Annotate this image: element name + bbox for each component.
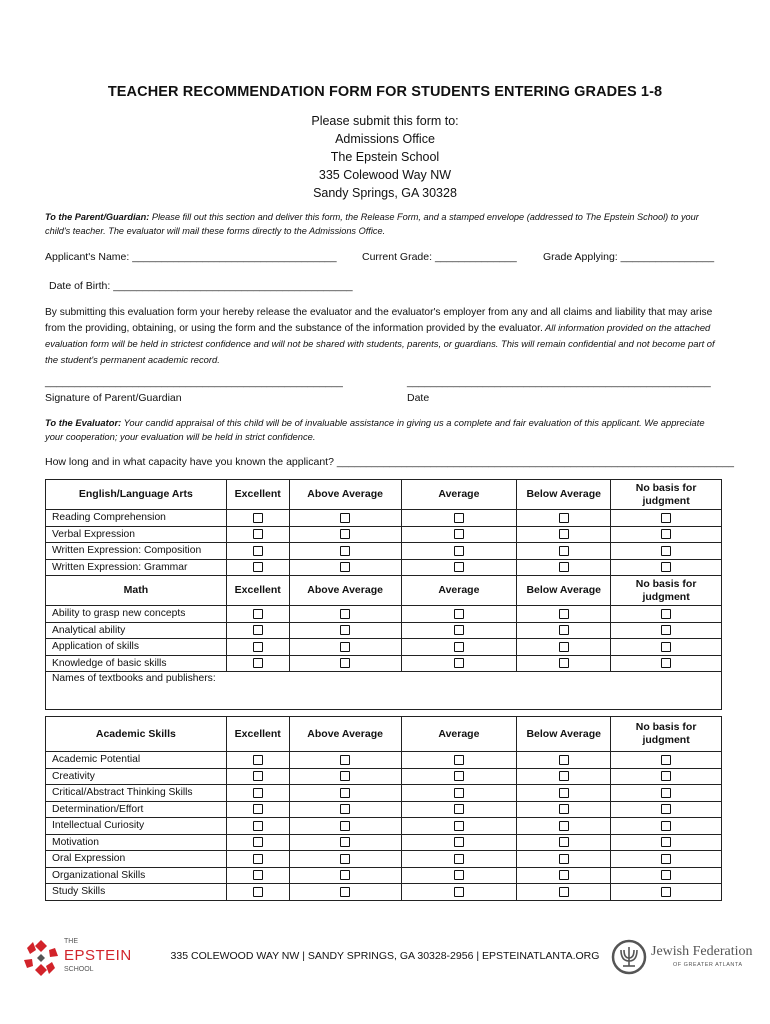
rating-checkbox[interactable]	[559, 642, 569, 652]
current-grade-field[interactable]: Current Grade: ______________	[362, 251, 517, 263]
rating-cell	[401, 785, 517, 802]
rating-cell	[401, 526, 517, 543]
rating-checkbox[interactable]	[454, 771, 464, 781]
rating-checkbox[interactable]	[454, 788, 464, 798]
skill-label: Written Expression: Grammar	[46, 559, 227, 576]
rating-checkbox[interactable]	[661, 546, 671, 556]
skill-label: Verbal Expression	[46, 526, 227, 543]
rating-checkbox[interactable]	[340, 771, 350, 781]
rating-checkbox[interactable]	[253, 854, 263, 864]
rating-cell	[611, 801, 722, 818]
rating-cell	[517, 834, 611, 851]
rating-cell	[611, 526, 722, 543]
rating-column-header: Average	[401, 480, 517, 510]
submit-line: Sandy Springs, GA 30328	[313, 186, 457, 200]
rating-checkbox[interactable]	[340, 887, 350, 897]
rating-checkbox[interactable]	[559, 625, 569, 635]
rating-checkbox[interactable]	[559, 821, 569, 831]
rating-cell	[289, 834, 401, 851]
rating-checkbox[interactable]	[559, 609, 569, 619]
rating-cell	[226, 801, 289, 818]
rating-cell	[611, 785, 722, 802]
rating-checkbox[interactable]	[559, 658, 569, 668]
rating-cell	[289, 768, 401, 785]
skill-label: Creativity	[46, 768, 227, 785]
rating-cell	[289, 818, 401, 835]
rating-checkbox[interactable]	[253, 625, 263, 635]
rating-cell	[289, 639, 401, 656]
rating-table-1	[45, 479, 722, 710]
rating-checkbox[interactable]	[661, 771, 671, 781]
applicant-name-field[interactable]: Applicant's Name: ___________________________________	[45, 251, 337, 263]
rating-checkbox[interactable]	[253, 513, 263, 523]
rating-cell	[611, 606, 722, 623]
rating-cell	[289, 851, 401, 868]
skill-label: Application of skills	[46, 639, 227, 656]
rating-column-header: Below Average	[517, 717, 611, 752]
rating-checkbox[interactable]	[253, 837, 263, 847]
rating-cell	[289, 801, 401, 818]
rating-checkbox[interactable]	[253, 562, 263, 572]
release-statement	[45, 305, 725, 368]
rating-cell	[517, 526, 611, 543]
rating-cell	[226, 526, 289, 543]
form-title: TEACHER RECOMMENDATION FORM FOR STUDENTS ENTERING GRADES 1-8	[107, 84, 663, 100]
rating-checkbox[interactable]	[340, 870, 350, 880]
rating-column-header: Excellent	[226, 576, 289, 606]
skill-label: Study Skills	[46, 884, 227, 901]
rating-checkbox[interactable]	[253, 821, 263, 831]
rating-checkbox[interactable]	[661, 788, 671, 798]
rating-cell	[289, 526, 401, 543]
table-row	[46, 851, 722, 868]
rating-column-header: Below Average	[517, 576, 611, 606]
rating-checkbox[interactable]	[661, 513, 671, 523]
known-applicant-field[interactable]: How long and in what capacity have you known the applicant? ____________________________________________________________________	[45, 456, 734, 468]
table-row	[46, 543, 722, 560]
rating-cell	[289, 752, 401, 769]
submit-address	[0, 112, 770, 202]
rating-checkbox[interactable]	[253, 755, 263, 765]
date-line[interactable]: ____________________________________________________	[407, 376, 711, 388]
rating-checkbox[interactable]	[253, 642, 263, 652]
table-header-row	[46, 717, 722, 752]
section-heading: Academic Skills	[46, 717, 227, 752]
rating-checkbox[interactable]	[454, 625, 464, 635]
table-row	[46, 801, 722, 818]
table-row	[46, 606, 722, 623]
rating-cell	[517, 606, 611, 623]
table-row	[46, 834, 722, 851]
rating-checkbox[interactable]	[661, 837, 671, 847]
signature-line[interactable]: ___________________________________________________	[45, 376, 343, 388]
table-row	[46, 768, 722, 785]
textbooks-field[interactable]: Names of textbooks and publishers:	[46, 672, 722, 710]
rating-cell	[517, 851, 611, 868]
rating-cell	[289, 785, 401, 802]
rating-cell	[517, 510, 611, 527]
grade-applying-field[interactable]: Grade Applying: ________________	[543, 251, 715, 263]
release-confidential: All information provided on the attached evaluation form will be held in strictest confidence and will not be shared with students, parents, or guardians. This will remain confidential and not become part of the student's permanent academic record.	[45, 322, 715, 365]
rating-cell	[517, 818, 611, 835]
rating-column-header: Average	[401, 576, 517, 606]
rating-checkbox[interactable]	[559, 755, 569, 765]
rating-checkbox[interactable]	[661, 658, 671, 668]
federation-name: Jewish Federation	[651, 944, 753, 959]
rating-cell	[401, 622, 517, 639]
rating-cell	[611, 867, 722, 884]
rating-checkbox[interactable]	[661, 562, 671, 572]
rating-cell	[226, 785, 289, 802]
skill-label: Motivation	[46, 834, 227, 851]
rating-column-header: Average	[401, 717, 517, 752]
rating-checkbox[interactable]	[454, 804, 464, 814]
release-text: By submitting this evaluation form your hereby release the evaluator and the evaluator's employer from any and all claims and liability that may arise from the providing, obtaining, or using the form and the substance of the information provided by the evaluator.	[45, 307, 713, 334]
submit-line: Please submit this form to:	[311, 114, 459, 128]
rating-cell	[226, 851, 289, 868]
rating-cell	[401, 884, 517, 901]
rating-cell	[611, 639, 722, 656]
rating-checkbox[interactable]	[340, 529, 350, 539]
rating-checkbox[interactable]	[454, 513, 464, 523]
rating-checkbox[interactable]	[661, 609, 671, 619]
rating-column-header: Excellent	[226, 717, 289, 752]
rating-checkbox[interactable]	[559, 771, 569, 781]
textbooks-row	[46, 672, 722, 710]
rating-checkbox[interactable]	[340, 804, 350, 814]
rating-checkbox[interactable]	[340, 658, 350, 668]
rating-column-header: No basis for judgment	[611, 717, 722, 752]
rating-cell	[226, 639, 289, 656]
rating-checkbox[interactable]	[661, 887, 671, 897]
skill-label: Knowledge of basic skills	[46, 655, 227, 672]
rating-cell	[517, 867, 611, 884]
rating-checkbox[interactable]	[340, 609, 350, 619]
rating-checkbox[interactable]	[454, 529, 464, 539]
rating-checkbox[interactable]	[454, 642, 464, 652]
signature-label: Signature of Parent/Guardian	[45, 392, 182, 404]
rating-cell	[611, 834, 722, 851]
logo-school: SCHOOL	[64, 966, 94, 973]
evaluator-instructions	[45, 416, 725, 444]
rating-checkbox[interactable]	[340, 642, 350, 652]
rating-checkbox[interactable]	[454, 546, 464, 556]
rating-column-header: No basis for judgment	[611, 480, 722, 510]
table-header-row	[46, 576, 722, 606]
rating-cell	[289, 559, 401, 576]
rating-checkbox[interactable]	[253, 804, 263, 814]
rating-checkbox[interactable]	[340, 625, 350, 635]
skill-label: Intellectual Curiosity	[46, 818, 227, 835]
rating-cell	[289, 622, 401, 639]
skill-label: Determination/Effort	[46, 801, 227, 818]
rating-cell	[517, 543, 611, 560]
rating-cell	[401, 559, 517, 576]
rating-checkbox[interactable]	[454, 854, 464, 864]
rating-checkbox[interactable]	[661, 755, 671, 765]
parent-instructions	[45, 210, 725, 238]
table-row	[46, 510, 722, 527]
rating-checkbox[interactable]	[340, 513, 350, 523]
table-row	[46, 622, 722, 639]
parent-label: To the Parent/Guardian:	[45, 212, 150, 222]
rating-checkbox[interactable]	[559, 854, 569, 864]
rating-cell	[289, 884, 401, 901]
table-row	[46, 818, 722, 835]
table-row	[46, 884, 722, 901]
table-header-row	[46, 480, 722, 510]
rating-checkbox[interactable]	[253, 887, 263, 897]
skill-label: Analytical ability	[46, 622, 227, 639]
rating-cell	[226, 867, 289, 884]
rating-checkbox[interactable]	[253, 546, 263, 556]
rating-checkbox[interactable]	[559, 513, 569, 523]
rating-checkbox[interactable]	[661, 625, 671, 635]
rating-cell	[517, 622, 611, 639]
rating-checkbox[interactable]	[340, 821, 350, 831]
submit-line: Admissions Office	[335, 132, 435, 146]
rating-cell	[401, 752, 517, 769]
rating-checkbox[interactable]	[253, 870, 263, 880]
rating-cell	[611, 622, 722, 639]
rating-cell	[517, 801, 611, 818]
rating-cell	[401, 606, 517, 623]
skill-label: Academic Potential	[46, 752, 227, 769]
rating-column-header: No basis for judgment	[611, 576, 722, 606]
rating-cell	[517, 559, 611, 576]
rating-cell	[401, 768, 517, 785]
table-row	[46, 785, 722, 802]
rating-cell	[226, 752, 289, 769]
rating-cell	[226, 510, 289, 527]
rating-cell	[401, 801, 517, 818]
rating-cell	[226, 818, 289, 835]
rating-cell	[401, 655, 517, 672]
rating-column-header: Above Average	[289, 717, 401, 752]
rating-checkbox[interactable]	[340, 854, 350, 864]
rating-checkbox[interactable]	[253, 771, 263, 781]
rating-cell	[517, 655, 611, 672]
rating-checkbox[interactable]	[340, 562, 350, 572]
rating-cell	[611, 559, 722, 576]
rating-cell	[401, 818, 517, 835]
rating-cell	[611, 851, 722, 868]
rating-checkbox[interactable]	[559, 887, 569, 897]
rating-cell	[226, 768, 289, 785]
rating-checkbox[interactable]	[454, 887, 464, 897]
rating-cell	[611, 768, 722, 785]
submit-line: 335 Colewood Way NW	[318, 168, 452, 182]
rating-column-header: Below Average	[517, 480, 611, 510]
rating-cell	[517, 884, 611, 901]
rating-checkbox[interactable]	[253, 658, 263, 668]
rating-cell	[401, 851, 517, 868]
table-row	[46, 639, 722, 656]
rating-checkbox[interactable]	[559, 837, 569, 847]
rating-checkbox[interactable]	[559, 562, 569, 572]
date-of-birth-field[interactable]: Date of Birth: _________________________________________	[49, 280, 353, 292]
evaluator-text: Your candid appraisal of this child will be of invaluable assistance in giving us a complete and fair evaluation of this applicant. We appreciate your cooperation; your evaluation will be held in strict confidence.	[45, 417, 705, 442]
section-heading: Math	[46, 576, 227, 606]
rating-cell	[289, 606, 401, 623]
rating-cell	[289, 867, 401, 884]
rating-column-header: Excellent	[226, 480, 289, 510]
rating-checkbox[interactable]	[661, 854, 671, 864]
rating-checkbox[interactable]	[454, 562, 464, 572]
rating-cell	[401, 543, 517, 560]
rating-column-header: Above Average	[289, 576, 401, 606]
rating-cell	[517, 639, 611, 656]
rating-cell	[611, 510, 722, 527]
rating-cell	[226, 834, 289, 851]
rating-cell	[226, 543, 289, 560]
rating-checkbox[interactable]	[559, 788, 569, 798]
skill-label: Critical/Abstract Thinking Skills	[46, 785, 227, 802]
rating-checkbox[interactable]	[340, 788, 350, 798]
rating-checkbox[interactable]	[253, 788, 263, 798]
skill-label: Ability to grasp new concepts	[46, 606, 227, 623]
rating-checkbox[interactable]	[559, 546, 569, 556]
rating-cell	[517, 785, 611, 802]
submit-line: The Epstein School	[330, 150, 440, 164]
logo-the: THE	[64, 938, 78, 945]
rating-cell	[226, 622, 289, 639]
rating-checkbox[interactable]	[661, 870, 671, 880]
rating-checkbox[interactable]	[253, 609, 263, 619]
rating-cell	[226, 606, 289, 623]
rating-cell	[517, 752, 611, 769]
rating-checkbox[interactable]	[253, 529, 263, 539]
rating-checkbox[interactable]	[661, 821, 671, 831]
rating-cell	[611, 655, 722, 672]
table-row	[46, 526, 722, 543]
rating-cell	[226, 559, 289, 576]
jewish-federation-logo	[611, 937, 756, 977]
rating-checkbox[interactable]	[661, 529, 671, 539]
rating-checkbox[interactable]	[454, 658, 464, 668]
rating-cell	[289, 543, 401, 560]
rating-cell	[611, 543, 722, 560]
table-row	[46, 752, 722, 769]
rating-checkbox[interactable]	[340, 755, 350, 765]
table-row	[46, 559, 722, 576]
menorah-icon	[611, 939, 647, 975]
rating-cell	[226, 655, 289, 672]
rating-cell	[611, 818, 722, 835]
skill-label: Organizational Skills	[46, 867, 227, 884]
rating-checkbox[interactable]	[559, 529, 569, 539]
skill-label: Oral Expression	[46, 851, 227, 868]
rating-cell	[289, 510, 401, 527]
rating-checkbox[interactable]	[661, 642, 671, 652]
logo-epstein: EPSTEIN	[64, 947, 132, 964]
rating-cell	[401, 510, 517, 527]
rating-checkbox[interactable]	[454, 755, 464, 765]
rating-column-header: Above Average	[289, 480, 401, 510]
federation-sub: OF GREATER ATLANTA	[673, 962, 743, 968]
rating-checkbox[interactable]	[661, 804, 671, 814]
section-heading: English/Language Arts	[46, 480, 227, 510]
table-row	[46, 655, 722, 672]
rating-cell	[611, 884, 722, 901]
footer-address: 335 COLEWOOD WAY NW | SANDY SPRINGS, GA 30328-2956 | EPSTEINATLANTA.ORG	[170, 950, 600, 962]
date-label: Date	[407, 392, 430, 404]
rating-cell	[226, 884, 289, 901]
skill-label: Written Expression: Composition	[46, 543, 227, 560]
rating-checkbox[interactable]	[340, 546, 350, 556]
evaluator-label: To the Evaluator:	[45, 417, 122, 428]
table-row	[46, 867, 722, 884]
rating-cell	[401, 834, 517, 851]
rating-checkbox[interactable]	[454, 870, 464, 880]
rating-cell	[611, 752, 722, 769]
rating-checkbox[interactable]	[454, 837, 464, 847]
skill-label: Reading Comprehension	[46, 510, 227, 527]
rating-checkbox[interactable]	[559, 804, 569, 814]
rating-table-2	[45, 716, 722, 901]
rating-cell	[517, 768, 611, 785]
rating-cell	[289, 655, 401, 672]
rating-cell	[401, 867, 517, 884]
rating-checkbox[interactable]	[340, 837, 350, 847]
rating-checkbox[interactable]	[454, 821, 464, 831]
rating-checkbox[interactable]	[454, 609, 464, 619]
rating-cell	[401, 639, 517, 656]
parent-text: Please fill out this section and deliver this form, the Release Form, and a stamped envelope (addressed to The Epstein School) to your child's teacher. The evaluator will mail these forms directly to the Admissions Office.	[45, 212, 699, 236]
rating-checkbox[interactable]	[559, 870, 569, 880]
